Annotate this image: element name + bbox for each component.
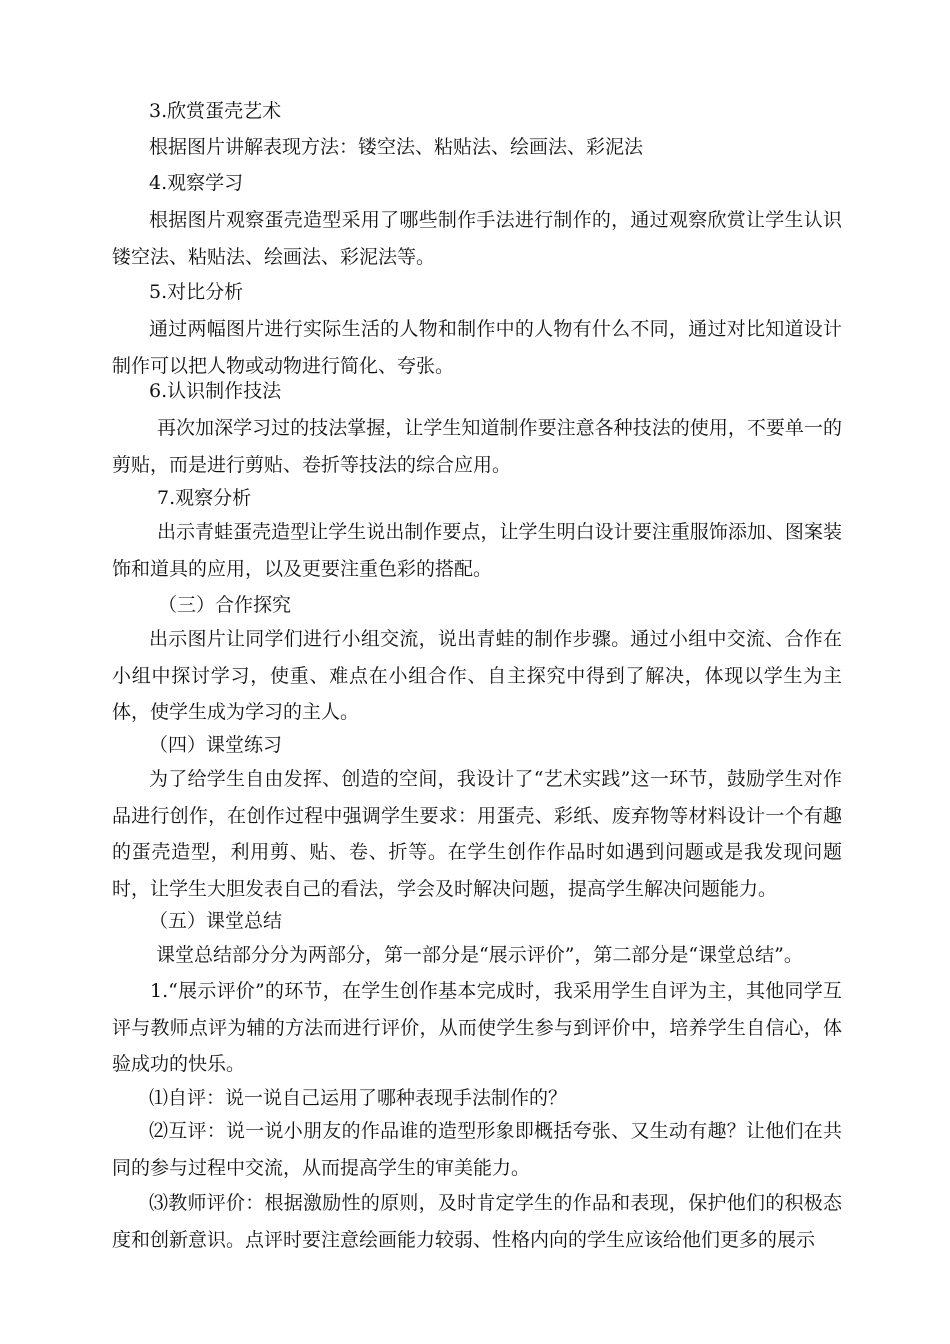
heading-techniques: 6.认识制作技法 — [149, 380, 282, 402]
paragraph-class-practice: 为了给学生自由发挥、创造的空间，我设计了“艺术实践”这一环节，鼓励学生对作品进行创作，在创作过程中强调学生要求：用蛋壳、彩纸、废弃物等材料设计一个有趣的蛋壳造型，利用剪、贴、卷、折等。在学生创作作品时如遇到问题或是我发现问题时，让学生大胆发表自己的看法，学会及时解决问题，提高学生解决问题能力。 — [112, 768, 842, 900]
paragraph-observe-analyze: 出示青蛙蛋壳造型让学生说出制作要点，让学生明白设计要注重服饰添加、图案装饰和道具的应用，以及更要注重色彩的搭配。 — [112, 521, 842, 580]
heading-class-practice: （四）课堂练习 — [149, 734, 283, 756]
paragraph-techniques: 再次加深学习过的技法掌握，让学生知道制作要注意各种技法的使用，不要单一的剪贴，而是进行剪贴、卷折等技法的综合应用。 — [112, 417, 842, 476]
heading-compare-analyze: 5.对比分析 — [149, 281, 244, 303]
paragraph-display-evaluation: 1.“展示评价”的环节，在学生创作基本完成时，我采用学生自评为主，其他同学互评与教师点评为辅的方法而进行评价，从而使学生参与到评价中，培养学生自信心，体验成功的快乐。 — [112, 980, 842, 1075]
heading-cooperative-inquiry: （三）合作探究 — [158, 594, 292, 616]
item-peer-evaluation: ⑵互评：说一说小朋友的作品谁的造型形象即概括夸张、又生动有趣？让他们在共同的参与过程中交流，从而提高学生的审美能力。 — [112, 1120, 842, 1179]
item-teacher-evaluation: ⑶教师评价：根据激励性的原则，及时肯定学生的作品和表现，保护他们的积极态度和创新意识。点评时要注意绘画能力较弱、性格内向的学生应该给他们更多的展示 — [112, 1192, 842, 1251]
paragraph-cooperative-inquiry: 出示图片让同学们进行小组交流，说出青蛙的制作步骤。通过小组中交流、合作在小组中探讨学习，使重、难点在小组合作、自主探究中得到了解决，体现以学生为主体，使学生成为学习的主人。 — [112, 628, 842, 723]
heading-appreciate-eggshell-art: 3.欣赏蛋壳艺术 — [149, 100, 282, 122]
paragraph-compare-analyze: 通过两幅图片进行实际生活的人物和制作中的人物有什么不同，通过对比知道设计制作可以把人物或动物进行简化、夸张。 — [112, 318, 842, 377]
heading-observe-learn: 4.观察学习 — [149, 172, 244, 194]
heading-class-summary: （五）课堂总结 — [149, 910, 283, 932]
paragraph-expression-methods: 根据图片讲解表现方法：镂空法、粘贴法、绘画法、彩泥法 — [149, 136, 644, 158]
heading-observe-analyze: 7.观察分析 — [157, 487, 252, 509]
item-self-evaluation: ⑴自评：说一说自己运用了哪种表现手法制作的？ — [149, 1087, 568, 1109]
paragraph-summary-intro: 课堂总结部分分为两部分，第一部分是“展示评价”，第二部分是“课堂总结”。 — [156, 944, 803, 966]
paragraph-observe-learn: 根据图片观察蛋壳造型采用了哪些制作手法进行制作的，通过观察欣赏让学生认识镂空法、粘贴法、绘画法、彩泥法等。 — [112, 209, 842, 268]
